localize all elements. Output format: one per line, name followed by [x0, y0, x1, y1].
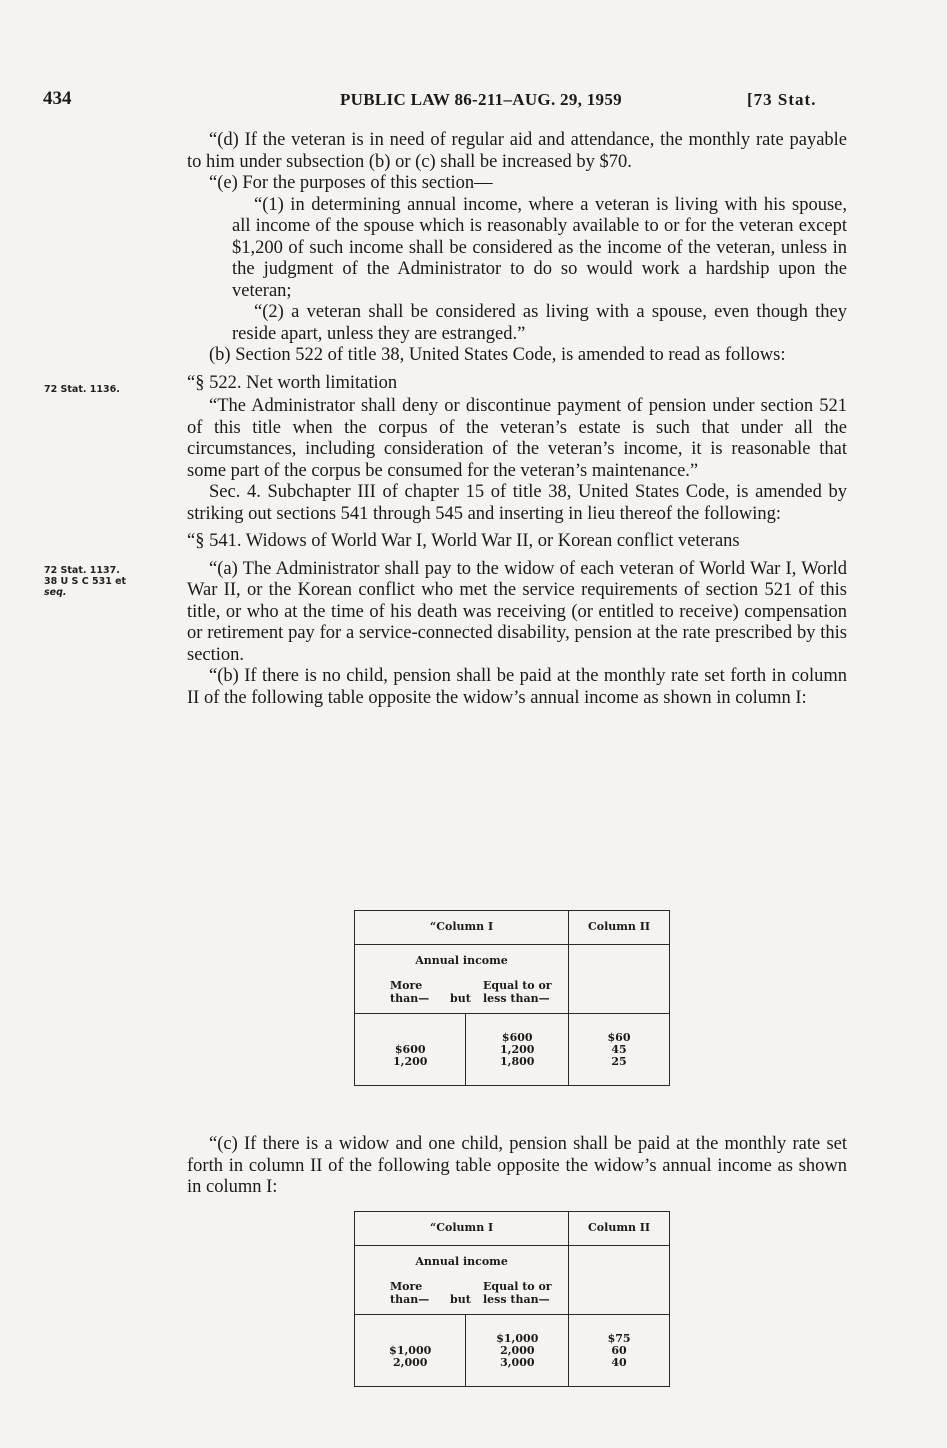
table1-equal-value-1: $600 [501, 1030, 533, 1044]
page-body-continued [187, 1134, 847, 1199]
rate-table-no-child [354, 910, 670, 1086]
paragraph-e2: “(2) a veteran shall be considered as living with a spouse, even though they reside apart, unless they are estranged.” [232, 302, 847, 344]
table1-equal-to-label: Equal to or less than— [483, 979, 552, 1005]
margin-note-1 [44, 384, 120, 395]
paragraph-e1: “(1) in determining annual income, where a veteran is living with his spouse, all income of the spouse which is reasonably available to or for the veteran except $1,200 of such income shall be considered as the income of the veteran, unless in the judgment of the Administrator to do so would work a hardship upon the veteran; [232, 194, 847, 301]
margin-note-2-line2: 38 U S C 531 et [44, 576, 127, 587]
section-522-heading: “§ 522. Net worth limitation [187, 372, 398, 393]
table1-col2-blank [569, 945, 670, 1014]
table1-more-value-1 [355, 1032, 465, 1044]
table1-equal-value-2: 1,200 [500, 1042, 535, 1056]
table2-more-than-values [355, 1315, 466, 1387]
section-541-heading: “§ 541. Widows of World War I, World War II, or Korean conflict veterans [187, 531, 740, 551]
paragraph-d: “(d) If the veteran is in need of regular aid and attendance, the monthly rate payable to him under subsection (b) or (c) shall be increased by $70. [187, 130, 847, 172]
paragraph-541-c: “(c) If there is a widow and one child, pension shall be paid at the monthly rate set forth in column II of the following table opposite the widow’s annual income as shown in column I: [187, 1134, 847, 1197]
page-body [187, 130, 847, 709]
rate-table-one-child [354, 1211, 670, 1387]
table1-annual-income-label: Annual income [415, 954, 508, 967]
table1-col2-header: Column II [569, 911, 670, 945]
table1-equal-value-3: 1,800 [500, 1054, 535, 1068]
table1-rate-3: 25 [611, 1054, 627, 1068]
page-header [0, 88, 947, 112]
table1-col1-header: “Column I [355, 911, 569, 945]
table2-equal-values [466, 1315, 569, 1387]
table2-equal-value-3: 3,000 [500, 1355, 535, 1369]
table2-but-label: but [450, 1293, 471, 1306]
table2-rate-2: 60 [611, 1343, 627, 1357]
table2-equal-to-label: Equal to or less than— [483, 1280, 552, 1306]
table1-equal-values [466, 1014, 569, 1086]
table1-but-label: but [450, 992, 471, 1005]
table2-rate-values [569, 1315, 670, 1387]
paragraph-541-a: “(a) The Administrator shall pay to the widow of each veteran of World War I, World War II, or the Korean conflict who met the service requirements of section 521 of this title, or who at the time of his death was receiving (or entitled to receive) compensation or retirement pay for a service-connected disability, pension at the rate prescribed by this section. [187, 558, 847, 665]
table2-col2-blank [569, 1246, 670, 1315]
margin-note-2 [44, 565, 126, 598]
margin-note-2-line3: seq. [44, 587, 67, 598]
table1-more-value-3: 1,200 [392, 1054, 428, 1068]
paragraph-541-b: “(b) If there is no child, pension shall be paid at the monthly rate set forth in column II of the following table opposite the widow’s annual income as shown in column I: [187, 666, 847, 708]
table2-more-value-2: $1,000 [389, 1343, 432, 1357]
running-title: PUBLIC LAW 86-211–AUG. 29, 1959 [340, 90, 622, 109]
table2-col1-header: “Column I [355, 1212, 569, 1246]
table2-col2-header: Column II [569, 1212, 670, 1246]
table2-equal-value-2: 2,000 [500, 1343, 535, 1357]
table1-rate-values [569, 1014, 670, 1086]
table2-more-value-1 [355, 1333, 465, 1345]
statute-reference: [73 Stat. [747, 90, 817, 109]
table2-rate-3: 40 [611, 1355, 627, 1369]
section-522-text: “The Administrator shall deny or discontinue payment of pension under section 521 of this title when the corpus of the veteran’s estate is such that under all the circumstances, including consideration of the veteran’s income, it is reasonable that some part of the corpus be consumed for the veteran’s maintenance.” [187, 396, 847, 481]
table1-more-value-2: $600 [394, 1042, 426, 1056]
table2-more-than-label: More than— [390, 1280, 430, 1306]
table1-more-than-label: More than— [390, 979, 430, 1005]
table1-rate-2: 45 [611, 1042, 627, 1056]
page-number: 434 [43, 88, 72, 109]
table2-rate-1: $75 [607, 1331, 631, 1345]
paragraph-b-section-522: (b) Section 522 of title 38, United States Code, is amended to read as follows: [209, 345, 786, 365]
table2-annual-income-label: Annual income [415, 1255, 508, 1268]
table2-more-value-3: 2,000 [393, 1355, 428, 1369]
table1-annual-income-header [355, 945, 569, 1014]
paragraph-e: “(e) For the purposes of this section— [209, 173, 493, 193]
table1-rate-1: $60 [607, 1030, 631, 1044]
table2-equal-value-1: $1,000 [496, 1331, 539, 1345]
section-4-text: Sec. 4. Subchapter III of chapter 15 of title 38, United States Code, is amended by striking out sections 541 through 545 and inserting in lieu thereof the following: [187, 482, 847, 524]
margin-note-2-line1: 72 Stat. 1137. [44, 565, 120, 576]
margin-note-1-text: 72 Stat. 1136. [44, 384, 120, 395]
table1-more-than-values [355, 1014, 466, 1086]
table2-annual-income-header [355, 1246, 569, 1315]
